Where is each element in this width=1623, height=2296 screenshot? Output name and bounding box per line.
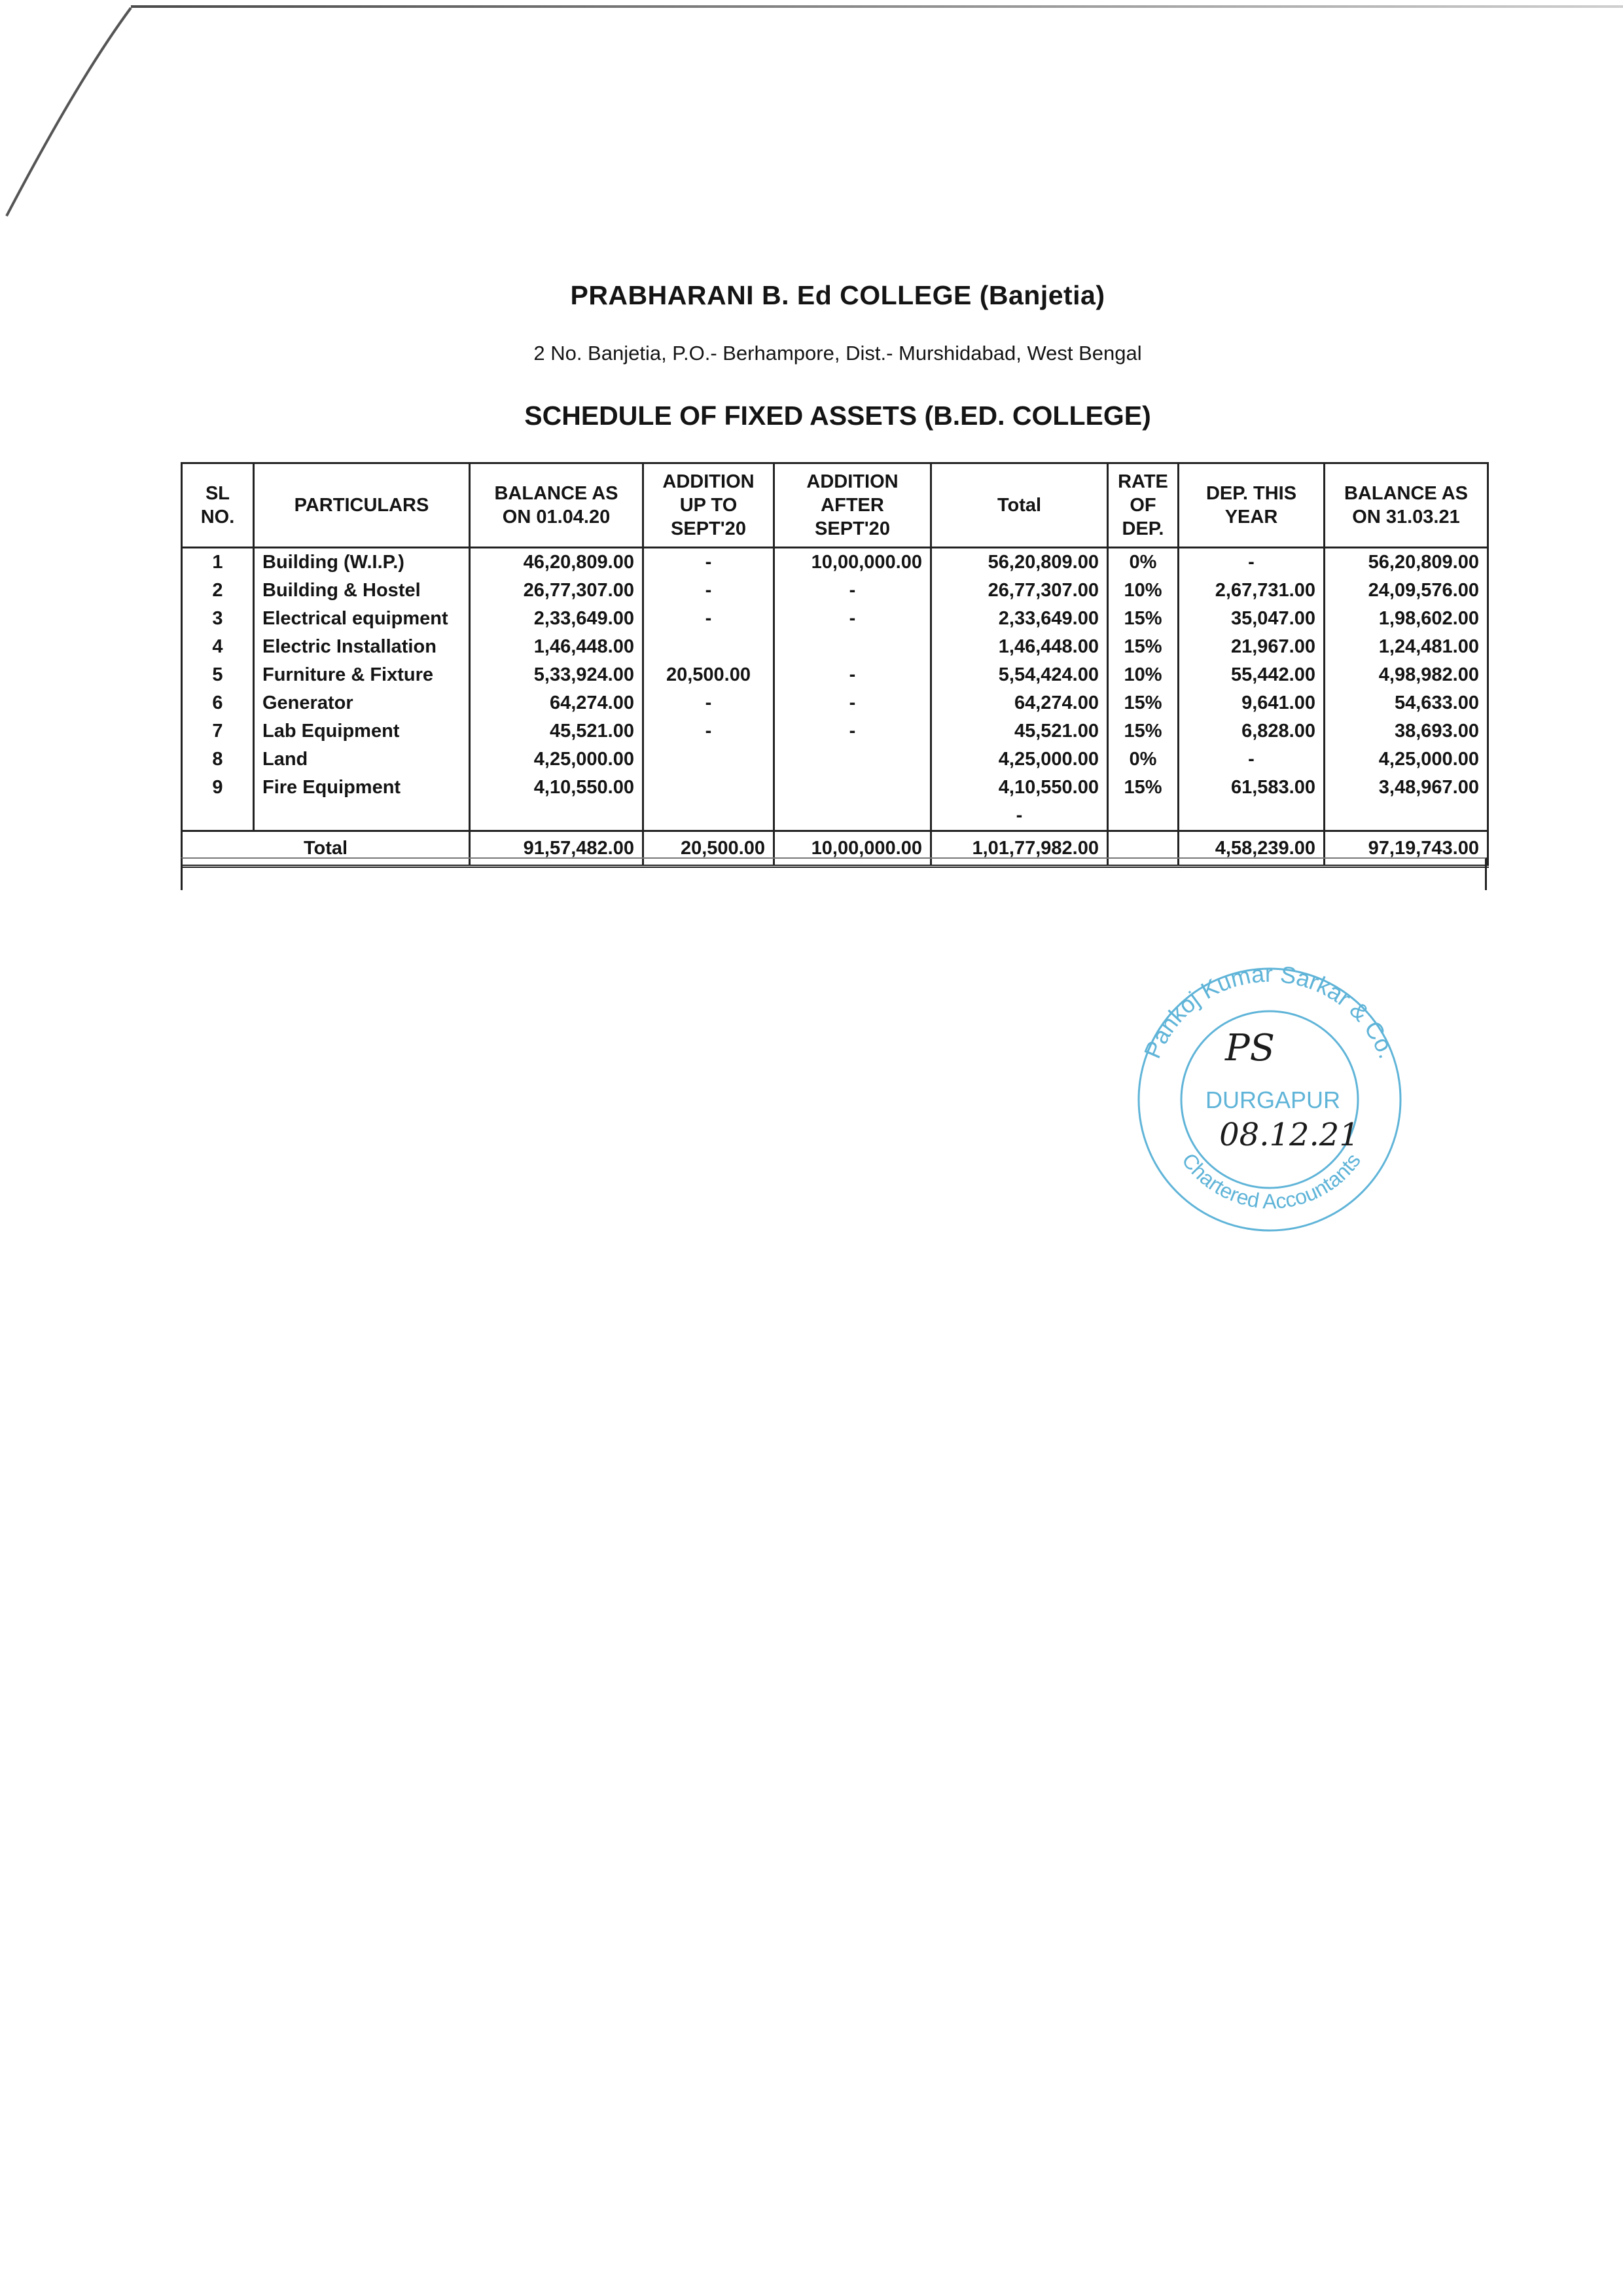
cell-sl: 4 <box>182 633 254 661</box>
spacer-cell <box>643 802 774 831</box>
cell-closing: 24,09,576.00 <box>1325 577 1488 605</box>
header-addition-after: ADDITION AFTER SEPT'20 <box>774 463 931 548</box>
cell-sl: 8 <box>182 745 254 774</box>
scan-edge-top <box>131 5 1623 8</box>
cell-total: 5,54,424.00 <box>931 661 1108 689</box>
header-addition-before: ADDITION UP TO SEPT'20 <box>643 463 774 548</box>
cell-dep: 35,047.00 <box>1179 605 1325 633</box>
cell-total: 4,10,550.00 <box>931 774 1108 802</box>
cell-add-after: - <box>774 717 931 745</box>
cell-sl: 2 <box>182 577 254 605</box>
cell-opening: 4,10,550.00 <box>470 774 643 802</box>
total-closing: 97,19,743.00 <box>1325 831 1488 867</box>
header-sl: SL NO. <box>182 463 254 548</box>
cell-opening: 46,20,809.00 <box>470 548 643 577</box>
cell-closing: 4,98,982.00 <box>1325 661 1488 689</box>
spacer-row <box>182 802 1488 831</box>
schedule-title: SCHEDULE OF FIXED ASSETS (B.ED. COLLEGE) <box>524 401 1151 431</box>
spacer-cell <box>774 802 931 831</box>
cell-add-after <box>774 633 931 661</box>
table-row <box>182 661 1488 689</box>
cell-closing: 3,48,967.00 <box>1325 774 1488 802</box>
cell-total: 64,274.00 <box>931 689 1108 717</box>
cell-closing: 1,24,481.00 <box>1325 633 1488 661</box>
cell-add-after <box>774 774 931 802</box>
cell-add-before: - <box>643 577 774 605</box>
cell-closing: 38,693.00 <box>1325 717 1488 745</box>
cell-opening: 1,46,448.00 <box>470 633 643 661</box>
cell-opening: 4,25,000.00 <box>470 745 643 774</box>
cell-particulars: Lab Equipment <box>254 717 470 745</box>
cell-add-before: - <box>643 689 774 717</box>
cell-total: 26,77,307.00 <box>931 577 1108 605</box>
table-row <box>182 774 1488 802</box>
cell-closing: 54,633.00 <box>1325 689 1488 717</box>
table-row <box>182 717 1488 745</box>
cell-rate: 0% <box>1108 548 1179 577</box>
total-total: 1,01,77,982.00 <box>931 831 1108 867</box>
cell-sl: 6 <box>182 689 254 717</box>
table-header-row <box>182 463 1488 548</box>
spacer-dash: - <box>931 802 1108 831</box>
stamp-city: DURGAPUR <box>1205 1086 1341 1113</box>
cell-add-before: - <box>643 605 774 633</box>
cell-rate: 15% <box>1108 717 1179 745</box>
cell-particulars: Generator <box>254 689 470 717</box>
auditor-stamp <box>1126 956 1414 1244</box>
cell-opening: 45,521.00 <box>470 717 643 745</box>
spacer-cell <box>254 802 470 831</box>
cell-add-after: - <box>774 577 931 605</box>
cell-rate: 10% <box>1108 661 1179 689</box>
cell-rate: 0% <box>1108 745 1179 774</box>
cell-total: 2,33,649.00 <box>931 605 1108 633</box>
cell-add-before: - <box>643 548 774 577</box>
cell-dep: 6,828.00 <box>1179 717 1325 745</box>
cell-add-after: - <box>774 689 931 717</box>
cell-opening: 26,77,307.00 <box>470 577 643 605</box>
fixed-assets-table <box>181 462 1489 868</box>
total-dep: 4,58,239.00 <box>1179 831 1325 867</box>
cell-particulars: Fire Equipment <box>254 774 470 802</box>
cell-add-before <box>643 774 774 802</box>
cell-total: 4,25,000.00 <box>931 745 1108 774</box>
table-row <box>182 633 1488 661</box>
cell-total: 45,521.00 <box>931 717 1108 745</box>
cell-opening: 2,33,649.00 <box>470 605 643 633</box>
scan-edge-corner <box>0 0 157 223</box>
cell-closing: 4,25,000.00 <box>1325 745 1488 774</box>
cell-sl: 3 <box>182 605 254 633</box>
cell-rate: 10% <box>1108 577 1179 605</box>
table-row <box>182 548 1488 577</box>
table-row <box>182 745 1488 774</box>
cell-dep: 21,967.00 <box>1179 633 1325 661</box>
cell-add-after: - <box>774 661 931 689</box>
cell-add-after <box>774 745 931 774</box>
header-opening-balance: BALANCE AS ON 01.04.20 <box>470 463 643 548</box>
cell-add-after: - <box>774 605 931 633</box>
signature-initials: PS <box>1224 1027 1275 1069</box>
cell-particulars: Building (W.I.P.) <box>254 548 470 577</box>
cell-add-before <box>643 633 774 661</box>
cell-dep: 61,583.00 <box>1179 774 1325 802</box>
cell-particulars: Electric Installation <box>254 633 470 661</box>
cell-total: 56,20,809.00 <box>931 548 1108 577</box>
cell-add-before: 20,500.00 <box>643 661 774 689</box>
cell-rate: 15% <box>1108 605 1179 633</box>
header-closing-balance: BALANCE AS ON 31.03.21 <box>1325 463 1488 548</box>
stamp-outer-text: Pankoj Kumar Sarkar & Co. <box>1138 960 1401 1062</box>
cell-particulars: Building & Hostel <box>254 577 470 605</box>
cell-opening: 64,274.00 <box>470 689 643 717</box>
spacer-cell <box>1108 802 1179 831</box>
stamp-bottom-text: Chartered Accountants <box>1177 1148 1365 1213</box>
cell-particulars: Furniture & Fixture <box>254 661 470 689</box>
spacer-cell <box>1179 802 1325 831</box>
cell-opening: 5,33,924.00 <box>470 661 643 689</box>
cell-particulars: Electrical equipment <box>254 605 470 633</box>
signature-date: 08.12.21 <box>1219 1117 1359 1153</box>
cell-closing: 1,98,602.00 <box>1325 605 1488 633</box>
total-opening: 91,57,482.00 <box>470 831 643 867</box>
cell-closing: 56,20,809.00 <box>1325 548 1488 577</box>
cell-dep: - <box>1179 745 1325 774</box>
header-particulars: PARTICULARS <box>254 463 470 548</box>
totals-label: Total <box>182 831 470 867</box>
cell-sl: 1 <box>182 548 254 577</box>
header-rate: RATE OF DEP. <box>1108 463 1179 548</box>
cell-dep: 55,442.00 <box>1179 661 1325 689</box>
cell-particulars: Land <box>254 745 470 774</box>
table-row <box>182 605 1488 633</box>
cell-total: 1,46,448.00 <box>931 633 1108 661</box>
total-add-after: 10,00,000.00 <box>774 831 931 867</box>
table-row <box>182 689 1488 717</box>
header-total: Total <box>931 463 1108 548</box>
cell-add-before: - <box>643 717 774 745</box>
header-depreciation: DEP. THIS YEAR <box>1179 463 1325 548</box>
college-address: 2 No. Banjetia, P.O.- Berhampore, Dist.- Murshidabad, West Bengal <box>533 342 1142 365</box>
cell-add-before <box>643 745 774 774</box>
cell-rate: 15% <box>1108 689 1179 717</box>
table-row <box>182 577 1488 605</box>
spacer-cell <box>470 802 643 831</box>
table-frame-extension <box>181 857 1487 890</box>
cell-sl: 9 <box>182 774 254 802</box>
college-name: PRABHARANI B. Ed COLLEGE (Banjetia) <box>570 280 1105 310</box>
cell-dep: 9,641.00 <box>1179 689 1325 717</box>
cell-dep: - <box>1179 548 1325 577</box>
cell-rate: 15% <box>1108 774 1179 802</box>
total-add-before: 20,500.00 <box>643 831 774 867</box>
spacer-cell <box>182 802 254 831</box>
spacer-cell <box>1325 802 1488 831</box>
cell-add-after: 10,00,000.00 <box>774 548 931 577</box>
cell-rate: 15% <box>1108 633 1179 661</box>
cell-sl: 5 <box>182 661 254 689</box>
cell-dep: 2,67,731.00 <box>1179 577 1325 605</box>
cell-sl: 7 <box>182 717 254 745</box>
